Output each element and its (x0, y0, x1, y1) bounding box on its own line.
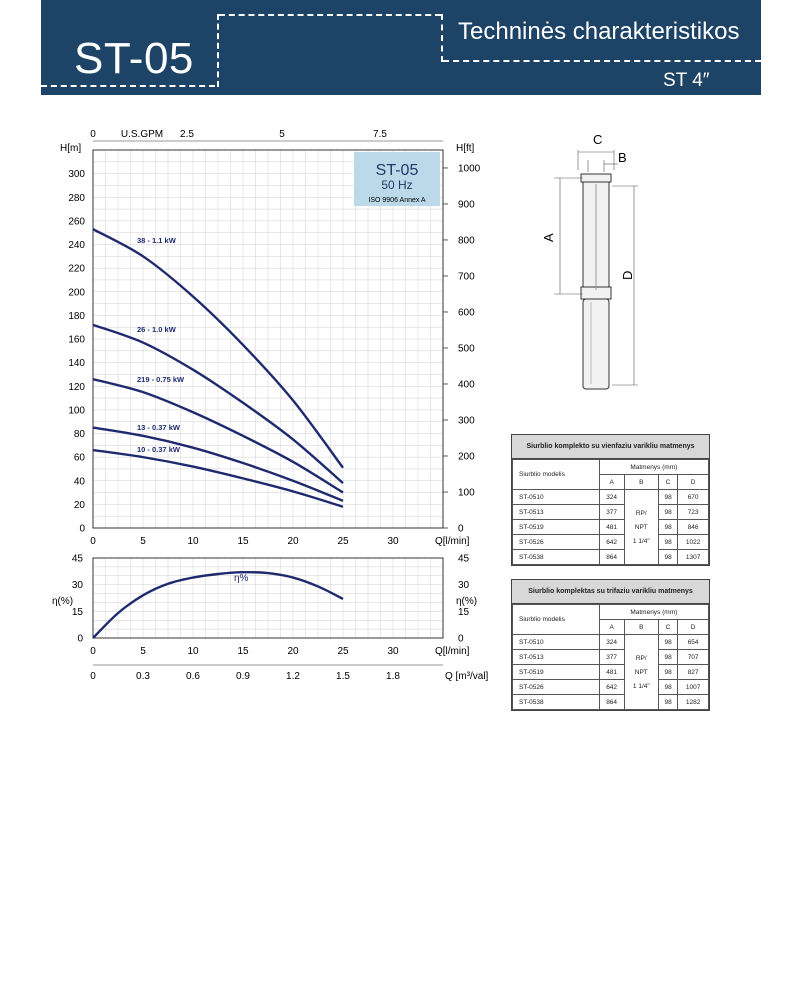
cell-model: ST-0519 (513, 665, 600, 680)
series-label: 38 - 1.1 kW (137, 236, 176, 245)
tick-label-eta-right: 0 (458, 633, 464, 645)
cell-model: ST-0526 (513, 680, 600, 695)
tick-label-gpm: 5 (279, 129, 285, 140)
cell-c: 98 (658, 490, 677, 505)
tick-label-m3: 0 (90, 671, 96, 682)
cell-model: ST-0519 (513, 520, 600, 535)
tick-label-h-m: 20 (73, 499, 85, 511)
col-header-a: A (599, 475, 624, 490)
tick-label-q: 10 (187, 646, 199, 657)
tick-label-q: 5 (140, 536, 146, 547)
table-row (513, 635, 709, 650)
cell-a: 642 (599, 680, 624, 695)
tick-label-gpm: 2.5 (180, 129, 194, 140)
col-header-model: Siurblio modelis (513, 605, 600, 635)
tick-label-h-m: 140 (68, 358, 85, 370)
tick-label-h-ft: 100 (458, 487, 475, 499)
cell-model: ST-0513 (513, 650, 600, 665)
tick-label-gpm: 0 (90, 129, 96, 140)
axis-label-gpm: U.S.GPM (120, 129, 164, 140)
cell-c: 98 (658, 635, 677, 650)
col-header-a: A (599, 620, 624, 635)
cell-d: 846 (678, 520, 709, 535)
col-header-dims: Matmenys (mm) (599, 605, 708, 620)
axis-label-q: Q[l/min] (435, 646, 470, 657)
tick-label-m3: 1.8 (386, 671, 400, 682)
tick-label-h-m: 0 (79, 523, 85, 535)
cell-model: ST-0538 (513, 550, 600, 565)
tick-label-m3: 0.9 (236, 671, 250, 682)
table-row (513, 550, 709, 565)
tick-label-m3: 0.3 (136, 671, 150, 682)
performance-chart (40, 120, 500, 690)
tick-label-eta: 30 (71, 580, 83, 592)
tick-label-q: 25 (337, 536, 349, 547)
cell-c: 98 (658, 535, 677, 550)
cell-model: ST-0513 (513, 505, 600, 520)
table-row (513, 535, 709, 550)
cell-d: 670 (678, 490, 709, 505)
series-label: 26 - 1.0 kW (137, 325, 176, 334)
tick-label-q: 30 (387, 646, 399, 657)
tick-label-h-ft: 200 (458, 451, 475, 463)
tick-label-m3: 1.2 (286, 671, 300, 682)
tick-label-h-ft: 700 (458, 271, 475, 283)
cell-d: 723 (678, 505, 709, 520)
axis-label-eta-right: η(%) (456, 596, 478, 607)
cell-c: 98 (658, 520, 677, 535)
series-label: 13 - 0.37 kW (137, 423, 180, 432)
section-title: Techninės charakteristikos (458, 18, 740, 45)
dimensions-table-single-phase (511, 434, 710, 566)
cell-d: 1022 (678, 535, 709, 550)
dim-label-c: C (593, 132, 603, 147)
tick-label-eta: 15 (71, 606, 83, 618)
cell-a: 642 (599, 535, 624, 550)
chart-standard: ISO 9906 Annex A (368, 197, 426, 204)
tick-label-q: 20 (287, 536, 299, 547)
tick-label-q: 15 (237, 646, 249, 657)
table-caption: Siurblio komplekto su vienfaziu varikliu matmenys (512, 435, 709, 459)
tick-label-h-ft: 300 (458, 415, 475, 427)
tick-label-h-m: 180 (68, 310, 85, 322)
model-title: ST-05 (74, 34, 194, 83)
dim-label-d: D (620, 270, 635, 280)
cell-d: 1282 (678, 695, 709, 710)
series-subtitle: ST 4″ (663, 70, 710, 91)
tick-label-h-ft: 600 (458, 307, 475, 319)
tick-label-q: 20 (287, 646, 299, 657)
tick-label-m3: 1.5 (336, 671, 350, 682)
series-label: 10 - 0.37 kW (137, 445, 180, 454)
dim-label-a: A (541, 233, 556, 242)
col-header-b: B (624, 475, 658, 490)
cell-model: ST-0526 (513, 535, 600, 550)
cell-a: 481 (599, 665, 624, 680)
cell-model: ST-0510 (513, 490, 600, 505)
table-caption: Siurblio komplektas su trifaziu varikliu matmenys (512, 580, 709, 604)
tick-label-h-m: 280 (68, 192, 85, 204)
chart-frequency: 50 Hz (381, 178, 413, 192)
cell-d: 654 (678, 635, 709, 650)
cell-b-connection: RP/ NPT 1 1/4" (624, 490, 658, 565)
tick-label-gpm: 7.5 (373, 129, 387, 140)
tick-label-m3: 0.6 (186, 671, 200, 682)
table-row (513, 520, 709, 535)
cell-a: 324 (599, 490, 624, 505)
cell-d: 1007 (678, 680, 709, 695)
axis-label-eta-left: η(%) (52, 596, 74, 607)
tick-label-eta: 0 (77, 633, 83, 645)
tick-label-h-ft: 900 (458, 199, 475, 211)
tick-label-h-m: 300 (68, 169, 85, 181)
tick-label-h-m: 100 (68, 405, 85, 417)
banner-dash-mid-v (217, 14, 219, 87)
tick-label-h-m: 60 (73, 452, 85, 464)
chart-title: ST-05 (375, 162, 419, 179)
dimensions-table-three-phase (511, 579, 710, 711)
cell-model: ST-0510 (513, 635, 600, 650)
tick-label-h-m: 240 (68, 240, 85, 251)
tick-label-q: 0 (90, 536, 96, 547)
tick-label-h-ft: 800 (458, 235, 475, 247)
col-header-dims: Matmenys (mm) (599, 460, 708, 475)
tick-label-q: 0 (90, 646, 96, 657)
col-header-c: C (658, 620, 677, 635)
table-row (513, 695, 709, 710)
cell-c: 98 (658, 550, 677, 565)
tick-label-q: 10 (187, 536, 199, 547)
table-row (513, 490, 709, 505)
table-row (513, 650, 709, 665)
col-header-d: D (678, 475, 709, 490)
cell-a: 324 (599, 635, 624, 650)
cell-d: 827 (678, 665, 709, 680)
cell-a: 864 (599, 695, 624, 710)
axis-label-h-m: H[m] (60, 143, 82, 154)
banner-dash-top (219, 14, 441, 16)
table-row (513, 665, 709, 680)
tick-label-q: 15 (237, 536, 249, 547)
tick-label-h-m: 260 (68, 216, 85, 228)
axis-label-h-ft: H[ft] (456, 143, 475, 154)
cell-a: 481 (599, 520, 624, 535)
cell-c: 98 (658, 505, 677, 520)
axis-label-q: Q[l/min] (435, 536, 470, 547)
series-label: 219 - 0.75 kW (137, 375, 185, 384)
tick-label-h-m: 220 (68, 263, 85, 275)
cell-c: 98 (658, 650, 677, 665)
cell-a: 377 (599, 505, 624, 520)
tick-label-h-m: 200 (68, 287, 85, 299)
tick-label-q: 25 (337, 646, 349, 657)
tick-label-h-m: 120 (68, 381, 85, 393)
col-header-model: Siurblio modelis (513, 460, 600, 490)
tick-label-q: 30 (387, 536, 399, 547)
tick-label-eta-right: 45 (458, 553, 470, 565)
pump-dimension-drawing (538, 122, 648, 397)
col-header-b: B (624, 620, 658, 635)
tick-label-q: 5 (140, 646, 146, 657)
cell-d: 1307 (678, 550, 709, 565)
cell-a: 377 (599, 650, 624, 665)
tick-label-eta: 45 (71, 553, 83, 565)
tick-label-h-ft: 400 (458, 379, 475, 391)
cell-a: 864 (599, 550, 624, 565)
tick-label-h-m: 80 (73, 429, 85, 440)
table-row (513, 680, 709, 695)
tick-label-h-ft: 500 (458, 343, 475, 355)
pump-body (581, 174, 611, 389)
col-header-c: C (658, 475, 677, 490)
axis-label-m3: Q [m³/val] (445, 671, 489, 682)
table-row (513, 505, 709, 520)
cell-c: 98 (658, 695, 677, 710)
tick-label-h-ft: 1000 (458, 163, 481, 175)
tick-label-eta-right: 15 (458, 606, 470, 618)
cell-d: 707 (678, 650, 709, 665)
tick-label-eta-right: 30 (458, 580, 470, 592)
cell-model: ST-0538 (513, 695, 600, 710)
series-label: η% (234, 573, 249, 584)
cell-c: 98 (658, 665, 677, 680)
col-header-d: D (678, 620, 709, 635)
tick-label-h-m: 40 (73, 476, 85, 488)
tick-label-h-m: 160 (68, 334, 85, 346)
dim-label-b: B (618, 150, 627, 165)
tick-label-h-ft: 0 (458, 523, 464, 535)
banner-dash-right-v (441, 14, 443, 62)
banner-dash-right (443, 60, 761, 62)
cell-b-connection: RP/ NPT 1 1/4" (624, 635, 658, 710)
cell-c: 98 (658, 680, 677, 695)
banner-dash-left (41, 85, 215, 87)
